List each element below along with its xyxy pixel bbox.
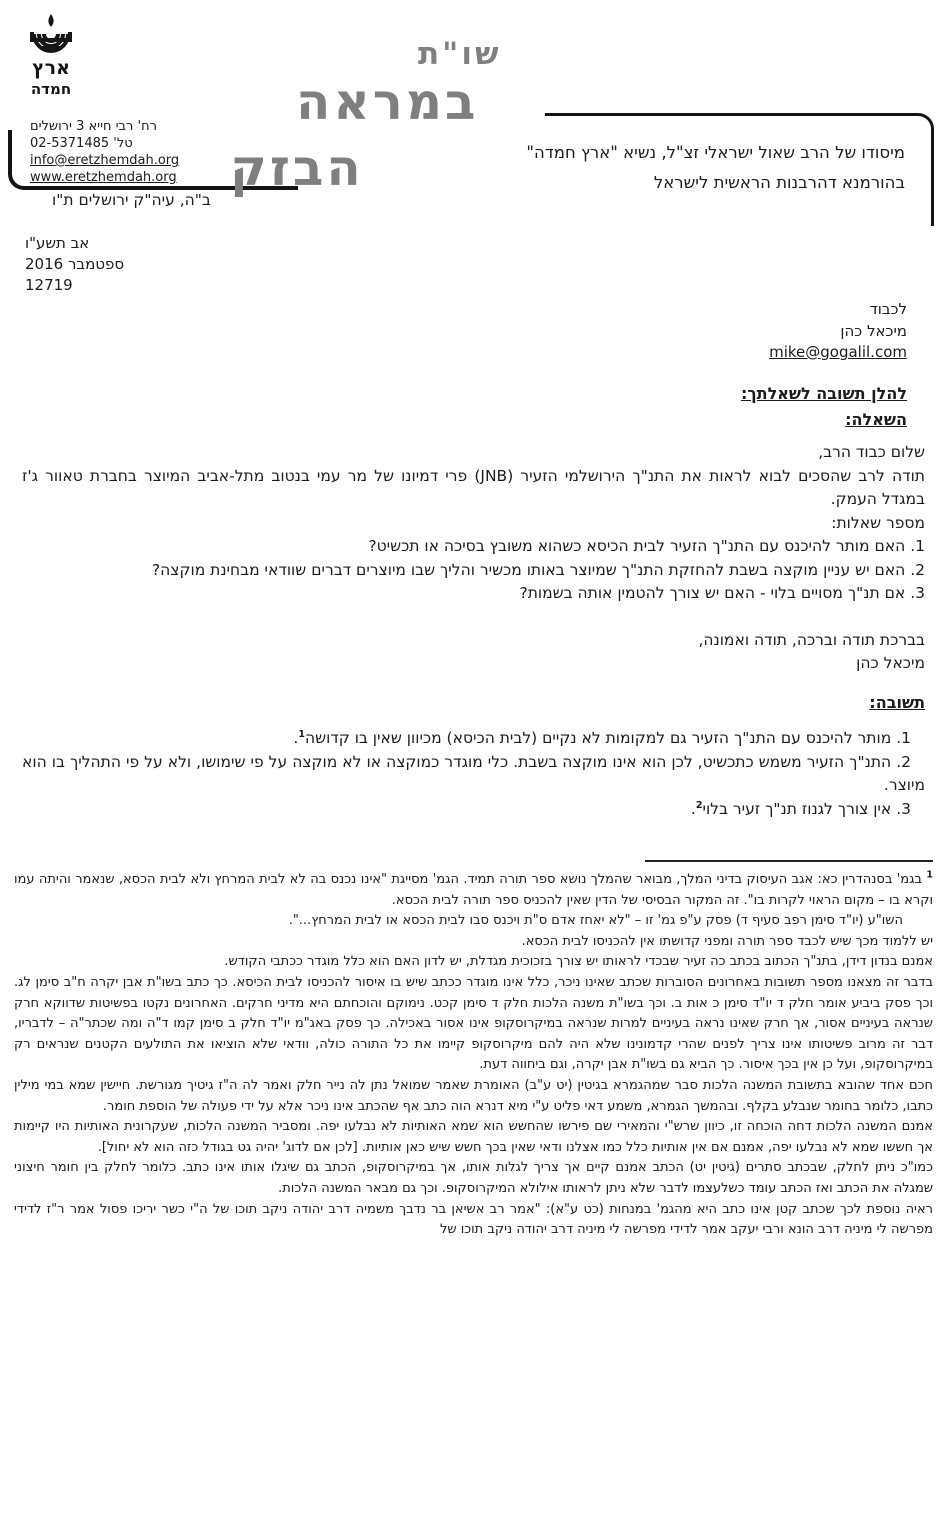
answer-item-2-number: 2.	[896, 752, 911, 771]
question-intro-paragraph: תודה לרב שהסכים לבוא לראות את התנ"ך הירושלמי הזעיר (JNB) פרי דמיונו של מר עמי בנטוב מתל-אביב המיוצר בחברת טאוור ג'ז במגדל העמק.	[22, 466, 925, 508]
footnotes-section	[14, 860, 933, 1241]
answer-item-1-text: מותר להיכנס עם התנ"ך הזעיר גם למקומות לא נקיים (לבית הכיסא) מכיוון שאין בו קדושה	[304, 729, 892, 747]
answer-heading-text: תשובה:	[869, 692, 925, 712]
question-signature: מיכאל כהן	[856, 654, 925, 672]
addressee-name: מיכאל כהן	[840, 321, 907, 340]
answer-item-3	[22, 798, 925, 822]
blank-line	[22, 606, 925, 629]
addressee-email-link[interactable]: mike@gogalil.com	[769, 343, 907, 361]
question-item-1-text: האם מותר להיכנס עם התנ"ך הזעיר לבית הכיסא כשהוא משובץ בסיכה או תכשיט?	[368, 537, 906, 555]
answer-item-1-number: 1.	[896, 729, 911, 747]
logo-text-top: ארץ	[32, 57, 70, 79]
eretz-hemdah-logo	[24, 12, 78, 112]
website-link[interactable]: www.eretzhemdah.org	[30, 170, 177, 185]
footnote-1-paragraph-4: אמנם בנדון דידן, בתנ"ך הכתוב בכתב כה זעיר שבכדי לראותו יש צורך בזכוכית מגדלת, יש לדון האם הוא כלל מוגדר ככתבי הקודש.	[224, 954, 933, 970]
question-list-intro: מספר שאלות:	[831, 513, 925, 532]
street-address: רח' רבי חייא 3 ירושלים	[30, 119, 157, 134]
phone-number: טל' 02-5371485	[30, 136, 133, 151]
question-heading: השאלה:	[845, 410, 907, 429]
answer-item-3-text: אין צורך לגנוז תנ"ך זעיר בלוי	[702, 799, 892, 818]
hebrew-date: אב תשע"ו	[25, 234, 90, 252]
question-item-2-text: האם יש עניין מוקצה בשבת להחזקת התנ"ך שמיוצר באותו מכשיר והליך שבו מיוצרים דברים שוודאי מבחינת מוקצה?	[151, 560, 906, 579]
question-closing: בברכת תודה וברכה, תודה ואמונה,	[698, 630, 925, 649]
answer-item-1	[22, 727, 925, 751]
footnote-1-paragraph-1	[14, 870, 933, 911]
reference-number: 12719	[25, 276, 73, 294]
email-link[interactable]: info@eretzhemdah.org	[30, 153, 180, 168]
question-item-3	[22, 582, 925, 606]
answer-item-2-text: התנ"ך הזעיר משמש כתכשיט, לכן הוא אינו מוקצה בשבת. כלי מוגדר כמוקצה או לא מוקצה על פי שימושו, ולא על פי התהליך בו הוא מיוצר.	[22, 752, 925, 794]
answer-heading	[22, 691, 925, 715]
answer-item-3-number: 3.	[896, 799, 911, 818]
question-item-1	[22, 535, 925, 559]
footnote-1-paragraph-5: בדבר זה מצאנו מספר תשובות באחרונים הסוברות שכתב שאינו ניכר, כלל אינו מוגדר ככתב שיש בו איסור להכניסו לבית הכיסא. כך כתב בשו"ת אבן יקרה ח"ב סימן לג. וכך פסק ביביע אומר חלק ד יו"ד סימן כ אות ב. וכך בשו"ת משנה הלכות חלק ד סימן קכט. נימוקם והוכחתם היא מדיני חרקים. האחרונים נקטו בפשיטות שדווקא חרק שנראה בעיניים אסור, אך חרק שאינו נראה בעיניים למרות שנראה במיקרוסקופ אינו אסור באכילה. כך פסק באג"מ יו"ד חלק ב סימן קמו ד"ה ומה שכתר"ה – לדבריו, דבר זה מרוב פשיטותו אינו צריך לפנים שהרי קדמונינו שלא היה להם מיקרוסקופ קיימו את כל התורה כולה, וודאי שלא הוציאו את התולעים הקטנים שנראים רק במיקרוסקופ, ועל כן אין בכך איסור. כך הביא גם בשו"ת אבן יקרה, וגם ביחווה דעת.	[14, 974, 933, 1073]
footnote-ref-1: 1	[298, 728, 305, 740]
question-item-2	[22, 559, 925, 583]
footnote-1-paragraph-3: יש ללמוד מכך שיש לכבד ספר תורה ומפני קדושתו אין להכניסו לבית הכסא.	[521, 933, 933, 949]
gregorian-date: ספטמבר 2016	[25, 255, 125, 273]
question-salutation: שלום כבוד הרב,	[818, 443, 925, 461]
footnote-1-paragraph-6: חכם אחד שהובא בתשובת המשנה הלכות סבר שמהגמרא בגיטין (יט ע"ב) האומרת שאמר שמואל נתן לה נייר חלק ואמר לה ה"ז גיטיך מגורשת. חיישין שמא במי מילין כתבו, כלומר בחומר שנבלע בקלף. ובהמשך הגמרא, משמע דאי פליט ע"י מיא דנרא הוה כתב אף שהכתב אינו ניכר אלא על ידי פעולה של הוספת חומר.	[14, 1077, 933, 1114]
answer-item-1-suffix: .	[293, 729, 299, 747]
blessing-line: ב"ה, עיה"ק ירושלים ת"ו	[52, 191, 211, 209]
subtitle-founder-line: מיסודו של הרב שאול ישראלי זצ"ל, נשיא "ארץ חמדה"	[526, 143, 905, 162]
letter-body	[22, 441, 925, 821]
addressee-honorific: לכבוד	[869, 300, 907, 318]
subtitle-authority-line: בהורמנא דהרבנות הראשית לישראל	[653, 173, 905, 192]
question-item-3-text: אם תנ"ך מסויים בלוי - האם יש צורך להטמין אותה בשמות?	[519, 584, 906, 602]
logo-text-bottom: חמדה	[30, 80, 72, 98]
reply-intro-heading	[741, 381, 907, 433]
footnote-ref-2: 2	[695, 799, 703, 811]
masthead-title-bemareh: במראה	[296, 72, 479, 131]
footnote-1-paragraph-7: אמנם המשנה הלכות דחה הוכחה זו, כיוון שרש"י והמאירי שם פירשו שהחשש הוא שמא האותיות לא נבלעו יפה. ומסביר המשנה הלכות, שעקרונית האותיות היו קיימות אך חששו שמא לא נבלעו יפה, אמנם אם אין אותיות כלל כמו אצלנו ודאי שאין בכך חשש שיש כאן אותיות. [לכן אם לדוג' יהיה גט בגודל כזה הוא לא יחול].	[14, 1119, 933, 1155]
masthead-title-shut: שו"ת	[418, 36, 502, 72]
footnote-separator-rule	[645, 860, 933, 862]
answer-item-3-suffix: .	[690, 799, 696, 818]
date-reference-block	[25, 233, 124, 296]
masthead-title-habazak: הבזק	[230, 138, 364, 197]
masthead-subtitle	[526, 138, 905, 198]
footnote-1-marker: 1	[926, 869, 933, 881]
question-item-1-number: 1.	[910, 537, 925, 555]
menorah-flame-icon	[24, 12, 78, 112]
footnote-1-paragraph-9: ראיה נוספת לכך שכתב קטן אינו כתב היא מהגמ' במנחות (כט ע"א): "אמר רב אשיאן בר נדבך משמיה דרב יהודה ניקב תוכו של ה"י כשר יריכו פסול אמר ר"ז לדידי מפרשה לי מיניה דרב הונא ורבי יעקב אמר לדידי מפרשה לי מיניה דרב יהודה ניקב תוכו של	[14, 1201, 933, 1238]
footnote-1-paragraph-8: כמו"כ ניתן לחלק, שבכתב סתרים (גיטין יט) הכתב אמנם קיים אך צריך לגלות אותו, אך במיקרוסקופ, הכתב גם שיגלו אותו אינו כתב. כלומר לחלק בין חומר חיצוני שמגלה את הכתב ואז הכתב עומד כשלעצמו לדבר שלא ניתן לראותו אילולא המיקרוסקופ. וכך גם מבאר המשנה הלכות.	[14, 1160, 933, 1196]
question-item-2-number: 2.	[910, 560, 925, 579]
reply-intro-text: להלן תשובה לשאלתך:	[741, 384, 907, 403]
footnote-1-paragraph-1-text: בגמ' בסנהדרין כא: אגב העיסוק בדיני המלך, מבואר שהמלך נושא ספר תורה תמיד. הגמ' מסייגת "אינו נכנס בה לא לבית המרחץ ולא לבית הכסא, שנאמר והיתה עמו וקרא בו – מקום הראוי לקרות בו". זה המקור הבסיסי של הדין שאין להכניס ספר תורה לבית הכסא.	[14, 872, 933, 908]
footnote-1-paragraph-2: השו"ע (יו"ד סימן רפב סעיף ד) פסק ע"פ גמ' זו – "לא יאחז אדם ס"ת ויכנס סבו לבית הכסא או לבית המרחץ...".	[288, 913, 903, 929]
answer-item-2	[22, 751, 925, 798]
question-item-3-number: 3.	[910, 584, 925, 602]
addressee-block	[769, 299, 907, 364]
